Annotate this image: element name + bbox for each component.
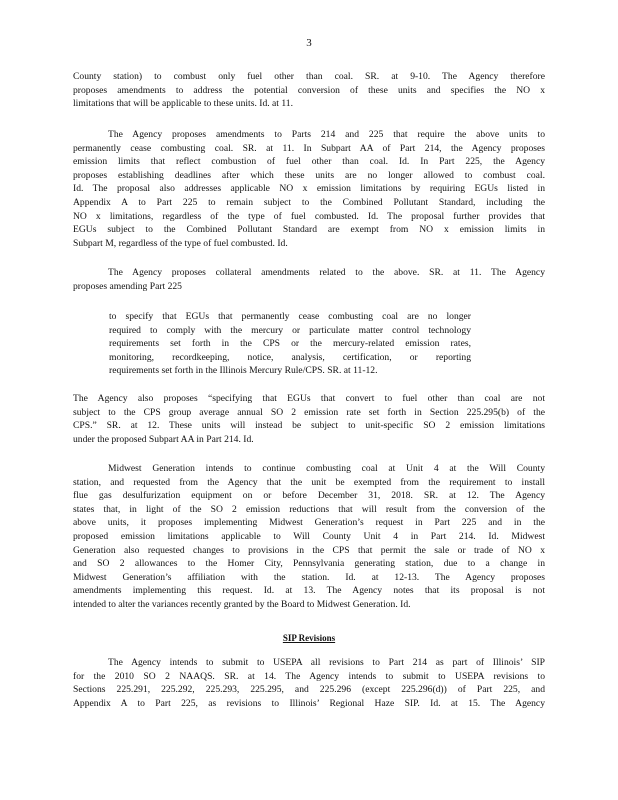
text-line: emission limits that reflect combustion of fuel other than coal. Id. In Part 225, the Agency	[73, 156, 545, 168]
paragraph-cps-group-average	[73, 392, 545, 446]
text-line: The Agency intends to submit to USEPA all revisions to Part 214 as part of Illinois’ SIP	[108, 657, 545, 668]
text-line: limitations that will be applicable to these units. Id. at 11.	[73, 98, 293, 110]
section-heading	[0, 632, 618, 646]
text-line: requirements set forth in the CPS or the mercury-related emission rates,	[109, 338, 471, 350]
text-line: Sections 225.291, 225.292, 225.293, 225.295, and 225.296 (except 225.296(d)) of Part 225, and	[73, 684, 545, 696]
text-line: to specify that EGUs that permanently cease combusting coal are no longer	[109, 311, 471, 322]
text-line: The Agency proposes collateral amendments related to the above. SR. at 11. The Agency	[108, 267, 545, 278]
text-line: proposes amending Part 225	[73, 280, 182, 292]
text-line: station, and requested from the Agency that the unit be exempted from the requirement to install	[73, 476, 545, 488]
text-line: The Agency also proposes “specifying that EGUs that convert to fuel other than coal are not	[73, 393, 545, 404]
text-line: Appendix A to Part 225 to remain subject to the Combined Pollutant Standard, including the	[73, 196, 545, 208]
text-line: Midwest Generation’s affiliation with the station. Id. at 12-13. The Agency proposes	[73, 571, 545, 583]
text-line: above units, it proposes implementing Midwest Generation’s request in Part 225 and in the	[73, 517, 545, 529]
text-line: Generation also requested changes to provisions in the CPS that permit the sale or trade of NO x	[73, 544, 545, 556]
text-line: required to comply with the mercury or particulate matter control technology	[109, 324, 471, 336]
text-line: and SO 2 allowances to the Homer City, Pennsylvania generating station, due to a change in	[73, 558, 545, 570]
paragraph-sip-revisions	[73, 656, 545, 710]
paragraph-collateral-amendments	[73, 266, 545, 293]
text-line: CPS.” SR. at 12. These units will instead be subject to unit-specific SO 2 emission limitations	[73, 420, 545, 432]
text-line: requirements set forth in the Illinois Mercury Rule/CPS. SR. at 11-12.	[109, 365, 378, 377]
text-line: EGUs subject to the Combined Pollutant Standard are exempt from NO x emission limits in	[73, 224, 545, 236]
text-line: Id. The proposal also addresses applicable NO x emission limitations by requiring EGUs listed in	[73, 183, 545, 195]
text-line: flue gas desulfurization equipment on or before December 31, 2018. SR. at 12. The Agency	[73, 490, 545, 502]
text-line: for the 2010 SO 2 NAAQS. SR. at 14. The Agency intends to submit to USEPA revisions to	[73, 670, 545, 682]
text-line: monitoring, recordkeeping, notice, analysis, certification, or reporting	[109, 351, 471, 363]
text-line: NO x limitations, regardless of the type of fuel combusted. Id. The proposal further provides that	[73, 210, 545, 222]
text-line: Midwest Generation intends to continue combusting coal at Unit 4 at the Will County	[108, 463, 545, 474]
text-line: Subpart M, regardless of the type of fuel combusted. Id.	[73, 237, 288, 249]
block-quote	[109, 310, 471, 378]
paragraph-county-station	[73, 70, 545, 111]
text-line: states that, in light of the SO 2 emission reductions that will result from the conversion of the	[73, 503, 545, 515]
text-line: permanently cease combusting coal. SR. at 11. In Subpart AA of Part 214, the Agency proposes	[73, 142, 545, 154]
paragraph-proposed-amendments	[73, 128, 545, 250]
paragraph-midwest-generation	[73, 462, 545, 612]
text-line: Appendix A to Part 225, as revisions to Illinois’ Regional Haze SIP. Id. at 15. The Agency	[73, 697, 545, 709]
text-line: proposes establishing deadlines after which these units are no longer allowed to combust coal.	[73, 169, 545, 181]
text-line: subject to the CPS group average annual SO 2 emission rate set forth in Section 225.295(b) of the	[73, 406, 545, 418]
text-line: proposed emission limitations applicable to Will County Unit 4 in Part 214. Id. Midwest	[73, 530, 545, 542]
text-line: amendments implementing this request. Id. at 13. The Agency notes that its proposal is not	[73, 585, 545, 597]
page-number: 3	[306, 37, 312, 49]
text-line: intended to alter the variances recently granted by the Board to Midwest Generation. Id.	[73, 598, 411, 610]
text-line: under the proposed Subpart AA in Part 214. Id.	[73, 433, 254, 445]
text-line: County station) to combust only fuel other than coal. SR. at 9-10. The Agency therefore	[73, 71, 545, 82]
text-line: proposes amendments to address the potential conversion of these units and specifies the NO x	[73, 84, 545, 96]
section-heading-text: SIP Revisions	[282, 633, 336, 643]
text-line: The Agency proposes amendments to Parts 214 and 225 that require the above units to	[108, 129, 545, 140]
